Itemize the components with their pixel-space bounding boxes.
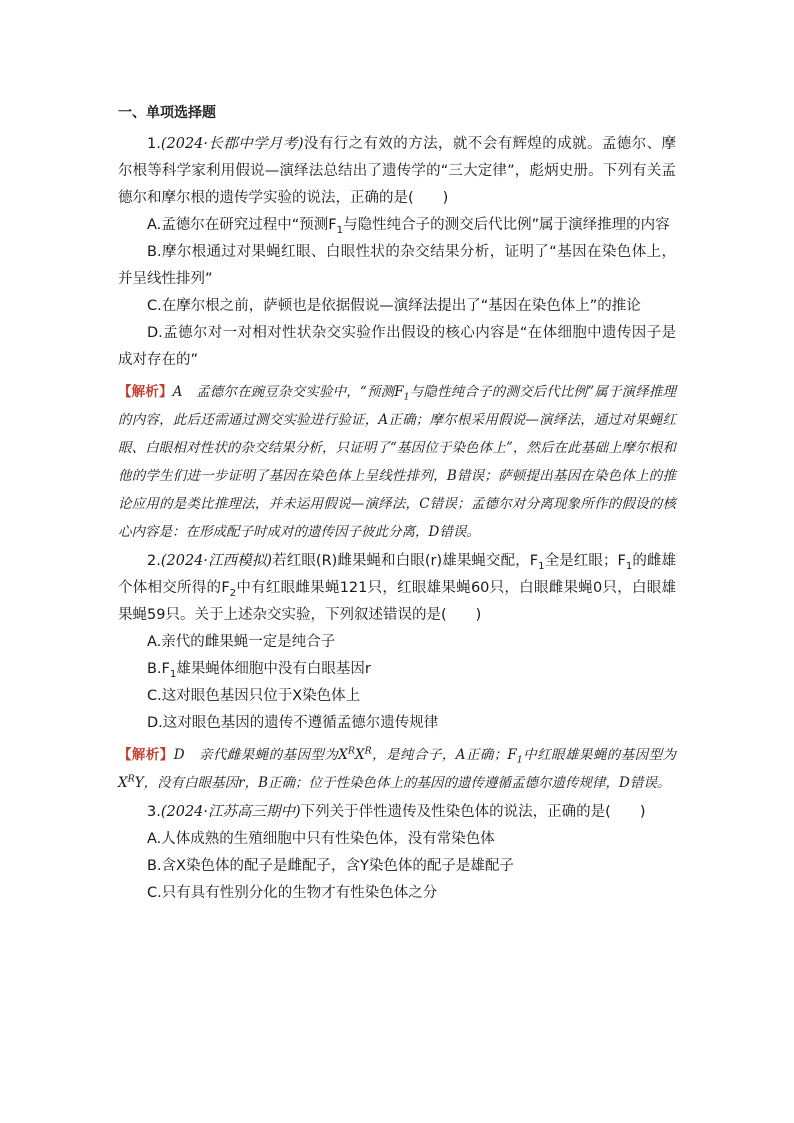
option-a: A.人体成熟的生殖细胞中只有性染色体，没有常染色体 — [147, 831, 495, 847]
analysis-label: 【解析】 — [118, 384, 173, 400]
question-source: (2024·长郡中学月考) — [160, 136, 304, 152]
analysis: 【解析】A 孟德尔在豌豆杂交实验中，“预测$F_1$与隐性纯合子的测交后代比例”属于演绎推理的内容，此后还需通过测交实验进行验证，A正确；摩尔根采用假说—演绎法，通过对果蝇红眼、白眼相对性状的杂交结果分析，只证明了“基因位于染色体上”，然后在此基础上摩尔根和他的学生们进一步证明了基因在染色体上呈线性排列，B错误；萨顿提出基因在染色体上的推论应用的是类比推理法，并未运用假说—演绎法，C错误；孟德尔对分离现象所作的假设的核心内容是：在形成配子时成对的遗传因子彼此分离，D错误。 — [118, 384, 676, 540]
option-d: D.孟德尔对一对相对性状杂交实验作出假设的核心内容是“在体细胞中遗传因子是成对存在的” — [118, 325, 676, 368]
option-b: B.含X染色体的配子是雌配子，含Y染色体的配子是雄配子 — [147, 858, 514, 874]
option-c: C.这对眼色基因只位于X染色体上 — [147, 688, 361, 704]
analysis-label: 【解析】 — [118, 747, 174, 763]
option-a: A.孟德尔在研究过程中“预测$F_1$与隐性纯合子的测交后代比例”属于演绎推理的内容 — [147, 217, 670, 236]
option-c: C.在摩尔根之前，萨顿也是依据假说—演绎法提出了“基因在染色体上”的推论 — [147, 298, 641, 314]
question-2 — [118, 548, 676, 797]
option-b: B.摩尔根通过对果蝇红眼、白眼性状的杂交结果分析，证明了“基因在染色体上，并呈线性排列” — [118, 244, 676, 287]
question-source: (2024·江苏高三期中) — [160, 804, 301, 820]
question-stem — [118, 131, 676, 212]
option-a: A.亲代的雌果蝇一定是纯合子 — [147, 634, 336, 650]
question-text: 没有行之有效的方法，就不会有辉煌的成就。孟德尔、摩尔根等科学家利用假说—演绎法总结出了遗传学的“三大定律”，彪炳史册。下列有关孟德尔和摩尔根的遗传学实验的说法，正确的是( ) — [118, 136, 677, 206]
option-c: C.只有具有性别分化的生物才有性染色体之分 — [147, 885, 438, 901]
question-number: 2. — [147, 553, 161, 569]
option-b: $B.F_1$雄果蝇体细胞中没有白眼基因r — [147, 661, 371, 680]
question-stem: 2.(2024·江西模拟)若红眼(R)雌果蝇和白眼(r)雄果蝇交配，$F_1$全是红眼；$F_1$的雌雄个体相交所得的$F_2$中有红眼雌果蝇121只，红眼雄果蝇60只，白眼雌果蝇0只，白眼雄果蝇59只。关于上述杂交实验，下列叙述错误的是( ) — [118, 553, 677, 623]
question-stem: 3.(2024·江苏高三期中)下列关于伴性遗传及性染色体的说法，正确的是( ) — [147, 804, 646, 820]
question-1 — [118, 131, 676, 546]
question-number: 3. — [147, 804, 161, 820]
option-d: D.这对眼色基因的遗传不遵循孟德尔遗传规律 — [147, 715, 439, 731]
question-source: (2024·江西模拟) — [160, 553, 273, 569]
question-3 — [118, 799, 676, 907]
analysis: 【解析】D 亲代雌果蝇的基因型为$X^RX^R$，是纯合子，A正确；$F_1$中红眼雄果蝇的基因型为$X^RY$，没有白眼基因r，B正确；位于性染色体上的基因的遗传遵循孟德尔遗传规律，D错误。 — [118, 745, 677, 791]
question-number: 1. — [147, 136, 161, 152]
section-title: 一、单项选择题 — [118, 105, 216, 121]
